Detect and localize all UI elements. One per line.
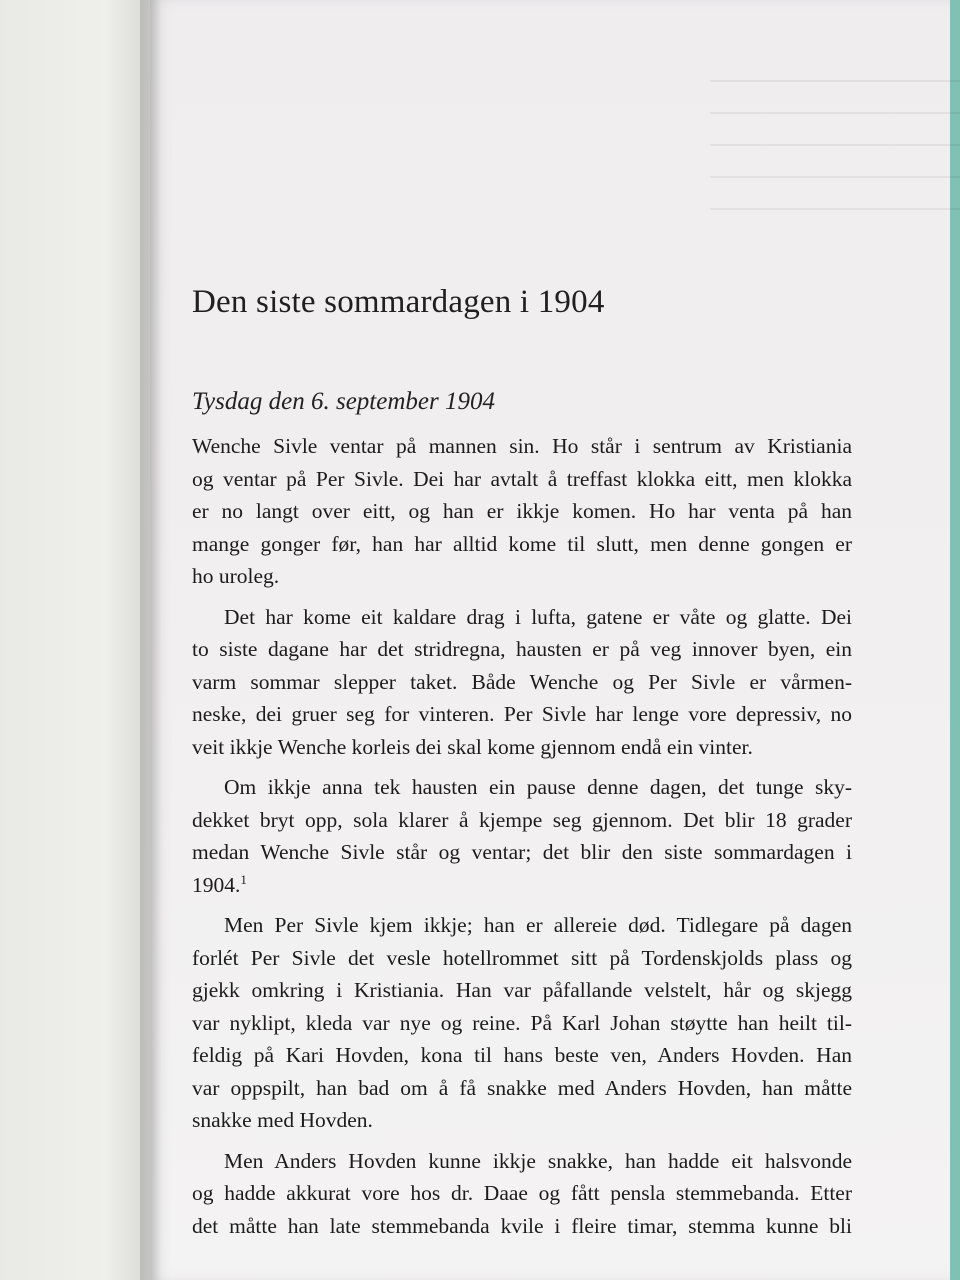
text-line-content: 1904. bbox=[192, 872, 241, 897]
text-line: veit ikkje Wenche korleis dei skal kome gjennom endå ein vinter. bbox=[192, 734, 753, 759]
text-line: var nyklipt, kleda var nye og reine. På Karl Johan støytte han heilt til- bbox=[192, 1010, 852, 1035]
paragraph bbox=[192, 771, 852, 901]
chapter-title: Den siste sommardagen i 1904 bbox=[192, 284, 605, 320]
body-text bbox=[192, 430, 852, 1250]
text-line: Om ikkje anna tek hausten ein pause denne dagen, det tunge sky- bbox=[224, 775, 852, 799]
book-gutter bbox=[140, 0, 162, 1280]
text-line: gjekk omkring i Kristiania. Han var påfallande velstelt, hår og skjegg bbox=[192, 978, 852, 1002]
text-line: forlét Per Sivle det vesle hotellrommet sitt på Tordenskjolds plass og bbox=[192, 945, 852, 970]
text-line: neske, dei gruer seg for vinteren. Per Sivle har lenge vore depressiv, no bbox=[192, 702, 852, 726]
text-line: dekket bryt opp, sola klarer å kjempe seg gjennom. Det blir 18 grader bbox=[192, 807, 852, 832]
paragraph bbox=[192, 909, 852, 1137]
text-line: mange gonger før, han har alltid kome til slutt, men denne gongen er bbox=[192, 531, 852, 556]
text-line: varm sommar slepper taket. Både Wenche og Per Sivle er vårmen- bbox=[192, 669, 852, 694]
paragraph bbox=[192, 601, 852, 764]
text-line: to siste dagane har det stridregna, hausten er på veg innover byen, ein bbox=[192, 637, 852, 661]
text-line: er no langt over eitt, og han er ikkje komen. Ho har venta på han bbox=[192, 499, 852, 523]
show-through-text bbox=[710, 80, 960, 240]
text-line: feldig på Kari Hovden, kona til hans beste ven, Anders Hovden. Han bbox=[192, 1043, 852, 1067]
text-line: og hadde akkurat vore hos dr. Daae og fått pensla stemmebanda. Etter bbox=[192, 1181, 852, 1205]
text-line: ho uroleg. bbox=[192, 564, 280, 588]
text-line: medan Wenche Sivle står og ventar; det blir den siste sommardagen i bbox=[192, 840, 852, 864]
date-heading: Tysdag den 6. september 1904 bbox=[192, 388, 495, 415]
text-line: Men Per Sivle kjem ikkje; han er allereie død. Tidlegare på dagen bbox=[224, 913, 852, 937]
text-line bbox=[192, 869, 852, 902]
text-line: det måtte han late stemmebanda kvile i fleire timar, stemma kunne bli bbox=[192, 1213, 852, 1238]
left-page bbox=[0, 0, 150, 1280]
text-line: var oppspilt, han bad om å få snakke med Anders Hovden, han måtte bbox=[192, 1075, 852, 1100]
text-line: snakke med Hovden. bbox=[192, 1108, 373, 1132]
text-line: og ventar på Per Sivle. Dei har avtalt å treffast klokka eitt, men klokka bbox=[192, 466, 852, 491]
text-line: Det har kome eit kaldare drag i lufta, gatene er våte og glatte. Dei bbox=[224, 604, 852, 629]
paragraph bbox=[192, 430, 852, 593]
paragraph bbox=[192, 1145, 852, 1243]
text-line: Men Anders Hovden kunne ikkje snakke, han hadde eit halsvonde bbox=[224, 1148, 852, 1173]
text-line: Wenche Sivle ventar på mannen sin. Ho står i sentrum av Kristiania bbox=[192, 434, 852, 458]
footnote-marker[interactable]: 1 bbox=[240, 871, 247, 887]
